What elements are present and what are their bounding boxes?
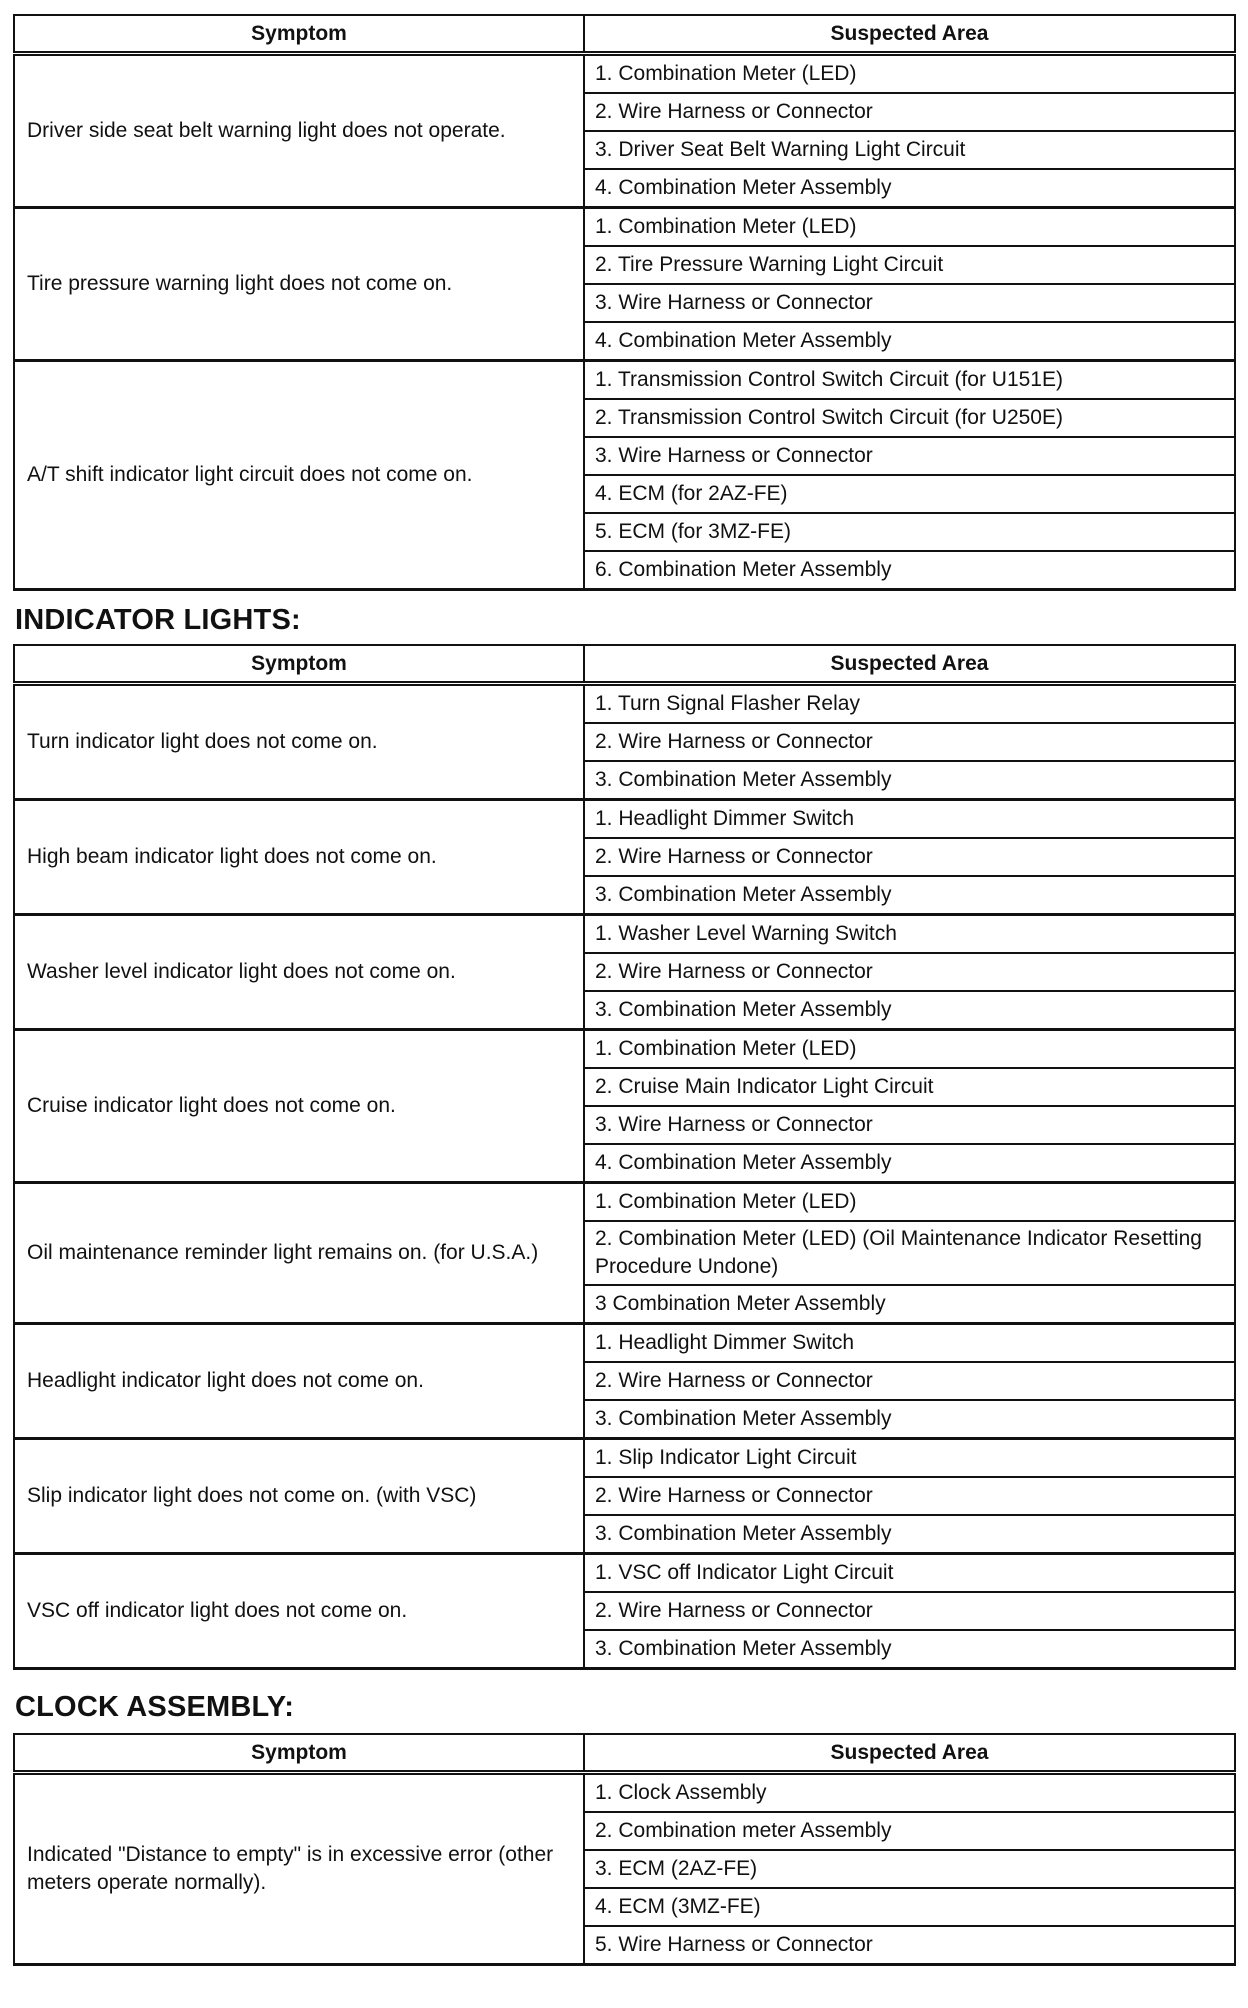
suspected-area-cell: 5. ECM (for 3MZ-FE): [584, 513, 1235, 551]
symptom-header: Symptom: [14, 1734, 584, 1773]
suspected-area-cell: 4. Combination Meter Assembly: [584, 1144, 1235, 1183]
symptom-header: Symptom: [14, 645, 584, 684]
suspected-area-cell: 3. Combination Meter Assembly: [584, 1515, 1235, 1554]
suspected-area-cell: 5. Wire Harness or Connector: [584, 1926, 1235, 1965]
suspected-area-cell: 6. Combination Meter Assembly: [584, 551, 1235, 590]
suspected-area-header: Suspected Area: [584, 15, 1235, 54]
symptom-table-indicator-lights: [13, 644, 1236, 1670]
symptom-cell: Driver side seat belt warning light does not operate.: [14, 54, 584, 208]
suspected-area-cell: 3. Combination Meter Assembly: [584, 876, 1235, 915]
suspected-area-cell: 1. Combination Meter (LED): [584, 208, 1235, 247]
suspected-area-cell: 1. Headlight Dimmer Switch: [584, 800, 1235, 839]
symptom-cell: Washer level indicator light does not come on.: [14, 915, 584, 1030]
table-row: [14, 208, 1235, 247]
table-row: [14, 1183, 1235, 1222]
symptom-header: Symptom: [14, 15, 584, 54]
suspected-area-cell: 4. Combination Meter Assembly: [584, 322, 1235, 361]
suspected-area-cell: 2. Tire Pressure Warning Light Circuit: [584, 246, 1235, 284]
symptom-cell: Cruise indicator light does not come on.: [14, 1030, 584, 1183]
suspected-area-cell: 3 Combination Meter Assembly: [584, 1285, 1235, 1324]
symptom-cell: Oil maintenance reminder light remains on. (for U.S.A.): [14, 1183, 584, 1324]
symptom-cell: VSC off indicator light does not come on.: [14, 1554, 584, 1669]
suspected-area-cell: 1. Transmission Control Switch Circuit (for U151E): [584, 361, 1235, 400]
suspected-area-cell: 1. Headlight Dimmer Switch: [584, 1324, 1235, 1363]
symptom-cell: A/T shift indicator light circuit does not come on.: [14, 361, 584, 590]
suspected-area-cell: 3. Wire Harness or Connector: [584, 437, 1235, 475]
suspected-area-cell: 3. ECM (2AZ-FE): [584, 1850, 1235, 1888]
suspected-area-cell: 4. ECM (for 2AZ-FE): [584, 475, 1235, 513]
symptom-cell: Headlight indicator light does not come on.: [14, 1324, 584, 1439]
suspected-area-cell: 1. Washer Level Warning Switch: [584, 915, 1235, 954]
symptom-table-clock-assembly: [13, 1733, 1236, 1966]
table-row: [14, 361, 1235, 400]
suspected-area-cell: 1. Clock Assembly: [584, 1773, 1235, 1813]
suspected-area-cell: 3. Combination Meter Assembly: [584, 1630, 1235, 1669]
suspected-area-cell: 2. Wire Harness or Connector: [584, 93, 1235, 131]
section-title-indicator-lights: INDICATOR LIGHTS:: [15, 604, 301, 636]
suspected-area-cell: 3. Combination Meter Assembly: [584, 1400, 1235, 1439]
suspected-area-cell: 1. Turn Signal Flasher Relay: [584, 684, 1235, 724]
suspected-area-cell: 3. Driver Seat Belt Warning Light Circuit: [584, 131, 1235, 169]
suspected-area-cell: 2. Transmission Control Switch Circuit (for U250E): [584, 399, 1235, 437]
suspected-area-cell: 2. Cruise Main Indicator Light Circuit: [584, 1068, 1235, 1106]
suspected-area-cell: 4. ECM (3MZ-FE): [584, 1888, 1235, 1926]
symptom-cell: High beam indicator light does not come on.: [14, 800, 584, 915]
suspected-area-cell: 2. Wire Harness or Connector: [584, 838, 1235, 876]
suspected-area-cell: 1. Combination Meter (LED): [584, 1030, 1235, 1069]
suspected-area-cell: 1. Slip Indicator Light Circuit: [584, 1439, 1235, 1478]
symptom-cell: Tire pressure warning light does not come on.: [14, 208, 584, 361]
table-row: [14, 1324, 1235, 1363]
table-row: [14, 800, 1235, 839]
section-title-clock-assembly: CLOCK ASSEMBLY:: [15, 1691, 295, 1723]
suspected-area-cell: 3. Combination Meter Assembly: [584, 991, 1235, 1030]
suspected-area-cell: 2. Combination Meter (LED) (Oil Maintenance Indicator Resetting Procedure Undone): [584, 1221, 1235, 1285]
table-row: [14, 1554, 1235, 1593]
suspected-area-cell: 3. Combination Meter Assembly: [584, 761, 1235, 800]
suspected-area-cell: 4. Combination Meter Assembly: [584, 169, 1235, 208]
suspected-area-cell: 1. VSC off Indicator Light Circuit: [584, 1554, 1235, 1593]
suspected-area-cell: 2. Wire Harness or Connector: [584, 1362, 1235, 1400]
header-row: [14, 1734, 1235, 1773]
table-row: [14, 54, 1235, 94]
table-row: [14, 1773, 1235, 1813]
suspected-area-cell: 3. Wire Harness or Connector: [584, 284, 1235, 322]
troubleshooting-page: [13, 14, 1234, 1966]
suspected-area-cell: 2. Wire Harness or Connector: [584, 723, 1235, 761]
table-row: [14, 1439, 1235, 1478]
suspected-area-cell: 1. Combination Meter (LED): [584, 1183, 1235, 1222]
suspected-area-cell: 3. Wire Harness or Connector: [584, 1106, 1235, 1144]
suspected-area-cell: 2. Wire Harness or Connector: [584, 1477, 1235, 1515]
header-row: [14, 645, 1235, 684]
table-row: [14, 1030, 1235, 1069]
header-row: [14, 15, 1235, 54]
symptom-cell: Turn indicator light does not come on.: [14, 684, 584, 800]
table-row: [14, 915, 1235, 954]
symptom-cell: Slip indicator light does not come on. (with VSC): [14, 1439, 584, 1554]
symptom-cell: Indicated "Distance to empty" is in excessive error (other meters operate normally).: [14, 1773, 584, 1965]
suspected-area-header: Suspected Area: [584, 645, 1235, 684]
suspected-area-cell: 2. Wire Harness or Connector: [584, 953, 1235, 991]
suspected-area-header: Suspected Area: [584, 1734, 1235, 1773]
symptom-table-warning-lights: [13, 14, 1236, 591]
suspected-area-cell: 2. Combination meter Assembly: [584, 1812, 1235, 1850]
suspected-area-cell: 2. Wire Harness or Connector: [584, 1592, 1235, 1630]
table-row: [14, 684, 1235, 724]
suspected-area-cell: 1. Combination Meter (LED): [584, 54, 1235, 94]
